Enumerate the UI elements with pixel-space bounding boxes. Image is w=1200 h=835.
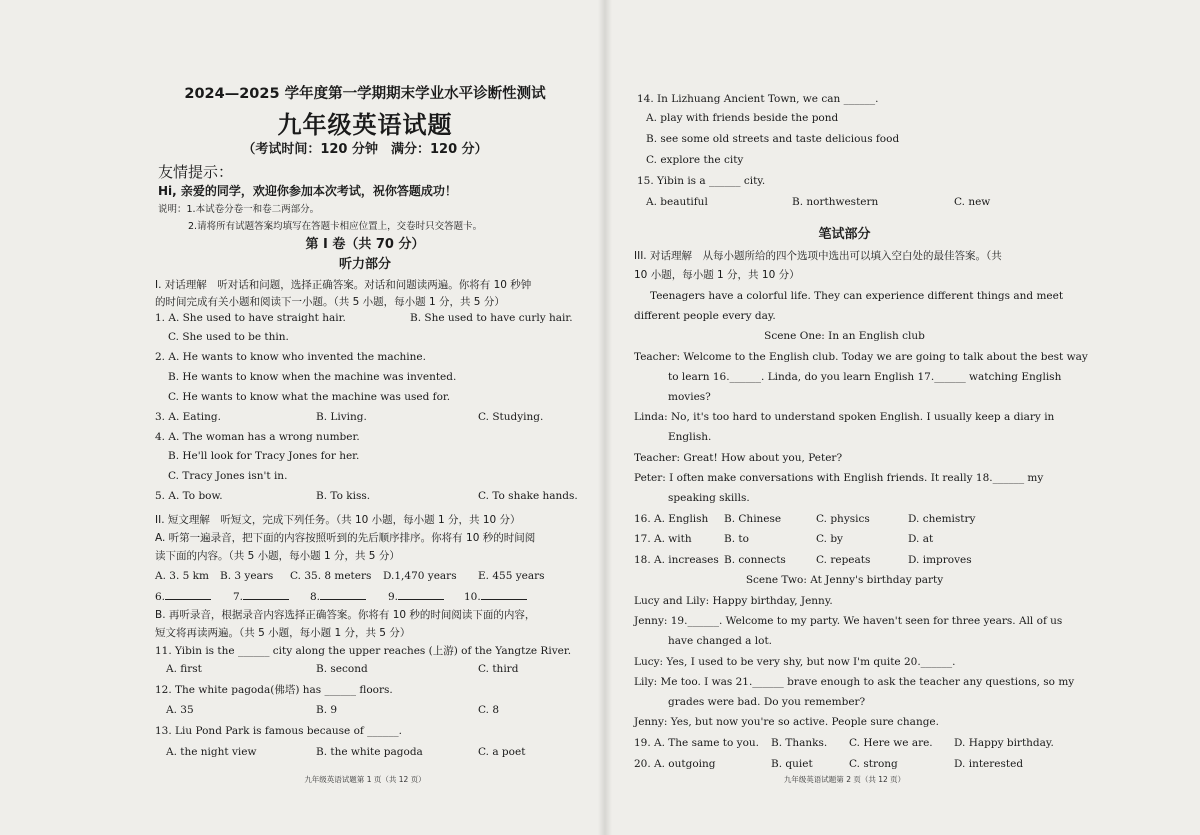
q11-option-b: B. second — [316, 663, 368, 675]
q12-option-c: C. 8 — [478, 704, 500, 716]
q12-option-a: A. 35 — [166, 704, 194, 716]
q18-option-c: C. repeats — [816, 554, 871, 566]
q3-option-a: 3. A. Eating. — [155, 411, 221, 423]
section-1-title-cont: 的时间完成有关小题和阅读下一小题。（共 5 小题，每小题 1 分，共 5 分） — [155, 296, 505, 308]
q15-option-c: C. new — [954, 196, 991, 208]
tips-title: 友情提示： — [158, 163, 234, 181]
q19-option-d: D. Happy birthday. — [954, 737, 1054, 749]
q13-option-b: B. the white pagoda — [316, 746, 423, 758]
q16-option-a: 16. A. English — [634, 513, 709, 525]
q20-option-a: 20. A. outgoing — [634, 758, 716, 770]
page-footer-right: 九年级英语试题第 2 页（共 12 页） — [783, 775, 906, 784]
section-3-title: III. 对话理解 从每小题所给的四个选项中选出可以填入空白处的最佳答案。（共 — [634, 250, 1002, 262]
q20-option-d: D. interested — [954, 758, 1024, 770]
q5-option-a: 5. A. To bow. — [155, 490, 223, 502]
dialogue-lily-cont: grades were bad. Do you remember? — [668, 696, 866, 708]
q14-option-b: B. see some old streets and taste delicious food — [646, 133, 900, 145]
question-11: 11. Yibin is the ______ city along the upper reaches (上游) of the Yangtze River. — [155, 645, 572, 657]
sequence-option-e: E. 455 years — [478, 570, 545, 582]
q4-option-a: 4. A. The woman has a wrong number. — [155, 431, 360, 443]
sequence-option-b: B. 3 years — [220, 570, 274, 582]
section-1-title: I. 对话理解 听对话和问题，选择正确答案。对话和问题读两遍。你将有 10 秒钟 — [155, 279, 532, 291]
q16-option-b: B. Chinese — [724, 513, 782, 525]
q5-option-b: B. To kiss. — [316, 490, 371, 502]
q2-option-a: 2. A. He wants to know who invented the machine. — [155, 351, 426, 363]
q2-option-b: B. He wants to know when the machine was invented. — [168, 371, 457, 383]
q17-option-a: 17. A. with — [634, 533, 692, 545]
q11-option-c: C. third — [478, 663, 519, 675]
passage-intro-line-1: Teenagers have a colorful life. They can experience different things and meet — [650, 290, 1064, 302]
q16-option-c: C. physics — [816, 513, 870, 525]
section-2b-instruction: B. 再听录音，根据录音内容选择正确答案。你将有 10 秒的时间阅读下面的内容， — [155, 609, 536, 621]
dialogue-linda-cont: English. — [668, 431, 712, 443]
page-footer-left: 九年级英语试题第 1 页（共 12 页） — [304, 775, 426, 784]
scene-one-heading: Scene One: In an English club — [764, 330, 925, 342]
answer-blank-8: 8. — [310, 590, 366, 604]
q18-option-b: B. connects — [724, 554, 786, 566]
q17-option-c: C. by — [816, 533, 843, 545]
question-14: 14. In Lizhuang Ancient Town, we can ______. — [637, 93, 879, 105]
note-2: 2.请将所有试题答案均填写在答题卡相应位置上，交卷时只交答题卡。 — [188, 221, 483, 232]
q18-option-a: 18. A. increases — [634, 554, 719, 566]
q14-option-a: A. play with friends beside the pond — [646, 112, 839, 124]
answer-blank-7: 7. — [233, 590, 289, 604]
q1-option-b: B. She used to have curly hair. — [410, 312, 573, 324]
note-1: 说明：1.本试卷分卷一和卷二两部分。 — [158, 204, 320, 215]
q1-option-c: C. She used to be thin. — [168, 331, 289, 343]
q13-option-a: A. the night view — [166, 746, 257, 758]
q15-option-a: A. beautiful — [646, 196, 708, 208]
q11-option-a: A. first — [166, 663, 202, 675]
q17-option-b: B. to — [724, 533, 749, 545]
dialogue-jenny-2: Jenny: Yes, but now you're so active. People sure change. — [634, 716, 939, 728]
dialogue-teacher-1-end: movies? — [668, 391, 711, 403]
dialogue-lucy: Lucy: Yes, I used to be very shy, but now I'm quite 20.______. — [634, 656, 956, 668]
page-fold — [598, 0, 612, 835]
q17-option-d: D. at — [908, 533, 934, 545]
q16-option-d: D. chemistry — [908, 513, 976, 525]
dialogue-teacher-2: Teacher: Great! How about you, Peter? — [634, 452, 843, 464]
exam-title: 九年级英语试题 — [277, 111, 453, 139]
dialogue-peter: Peter: I often make conversations with English friends. It really 18.______ my — [634, 472, 1044, 484]
exam-header-line: 2024—2025 学年度第一学期期末学业水平诊断性测试 — [184, 86, 546, 102]
q2-option-c: C. He wants to know what the machine was used for. — [168, 391, 451, 403]
question-12: 12. The white pagoda(佛塔) has ______ floors. — [155, 684, 393, 696]
written-part-heading: 笔试部分 — [818, 227, 871, 242]
question-15: 15. Yibin is a ______ city. — [637, 175, 766, 187]
q19-option-c: C. Here we are. — [849, 737, 933, 749]
q3-option-b: B. Living. — [316, 411, 367, 423]
exam-meta: （考试时间：120 分钟 满分：120 分） — [242, 142, 488, 157]
q20-option-c: C. strong — [849, 758, 898, 770]
q1-option-a: 1. A. She used to have straight hair. — [155, 312, 346, 324]
answer-blank-9: 9. — [388, 590, 444, 604]
q20-option-b: B. quiet — [771, 758, 813, 770]
dialogue-teacher-1-cont: to learn 16.______. Linda, do you learn English 17.______ watching English — [668, 371, 1062, 383]
sequence-option-d: D.1,470 years — [383, 570, 457, 582]
q19-option-b: B. Thanks. — [771, 737, 828, 749]
sequence-option-a: A. 3. 5 km — [155, 570, 209, 582]
section-2b-instruction-cont: 短文将再读两遍。（共 5 小题，每小题 1 分，共 5 分） — [155, 627, 411, 639]
left-page — [150, 0, 580, 835]
scene-two-heading: Scene Two: At Jenny's birthday party — [745, 574, 944, 586]
q14-option-c: C. explore the city — [646, 154, 744, 166]
q12-option-b: B. 9 — [316, 704, 338, 716]
q5-option-c: C. To shake hands. — [478, 490, 578, 502]
answer-blank-10: 10. — [464, 590, 527, 604]
greeting: Hi, 亲爱的同学，欢迎你参加本次考试，祝你答题成功！ — [158, 184, 457, 198]
question-13: 13. Liu Pond Park is famous because of ______. — [155, 725, 402, 737]
dialogue-teacher-1: Teacher: Welcome to the English club. Today we are going to talk about the best way — [634, 351, 1088, 363]
listening-heading: 听力部分 — [338, 257, 391, 272]
q3-option-c: C. Studying. — [478, 411, 544, 423]
q19-option-a: 19. A. The same to you. — [634, 737, 760, 749]
volume-1-heading: 第 I 卷（共 70 分） — [305, 237, 425, 252]
section-3-title-cont: 10 小题，每小题 1 分，共 10 分） — [634, 269, 800, 281]
right-page — [632, 0, 1088, 835]
section-2-title: II. 短文理解 听短文，完成下列任务。（共 10 小题，每小题 1 分，共 10 分） — [155, 514, 521, 526]
answer-blank-6: 6. — [155, 590, 211, 604]
q4-option-c: C. Tracy Jones isn't in. — [168, 470, 288, 482]
dialogue-linda: Linda: No, it's too hard to understand spoken English. I usually keep a diary in — [634, 411, 1055, 423]
section-2a-instruction: A. 听第一遍录音，把下面的内容按照听到的先后顺序排序。你将有 10 秒的时间阅 — [155, 532, 536, 544]
q4-option-b: B. He'll look for Tracy Jones for her. — [168, 450, 360, 462]
dialogue-jenny-1-cont: have changed a lot. — [668, 635, 773, 647]
q13-option-c: C. a poet — [478, 746, 526, 758]
dialogue-lucy-lily: Lucy and Lily: Happy birthday, Jenny. — [634, 595, 833, 607]
section-2a-instruction-cont: 读下面的内容。（共 5 小题，每小题 1 分，共 5 分） — [155, 550, 400, 562]
q15-option-b: B. northwestern — [792, 196, 879, 208]
dialogue-jenny-1: Jenny: 19.______. Welcome to my party. We haven't seen for three years. All of us — [634, 615, 1063, 627]
passage-intro-line-2: different people every day. — [634, 310, 776, 322]
q18-option-d: D. improves — [908, 554, 972, 566]
dialogue-lily: Lily: Me too. I was 21.______ brave enough to ask the teacher any questions, so my — [634, 676, 1075, 688]
sequence-option-c: C. 35. 8 meters — [290, 570, 372, 582]
dialogue-peter-cont: speaking skills. — [668, 492, 750, 504]
